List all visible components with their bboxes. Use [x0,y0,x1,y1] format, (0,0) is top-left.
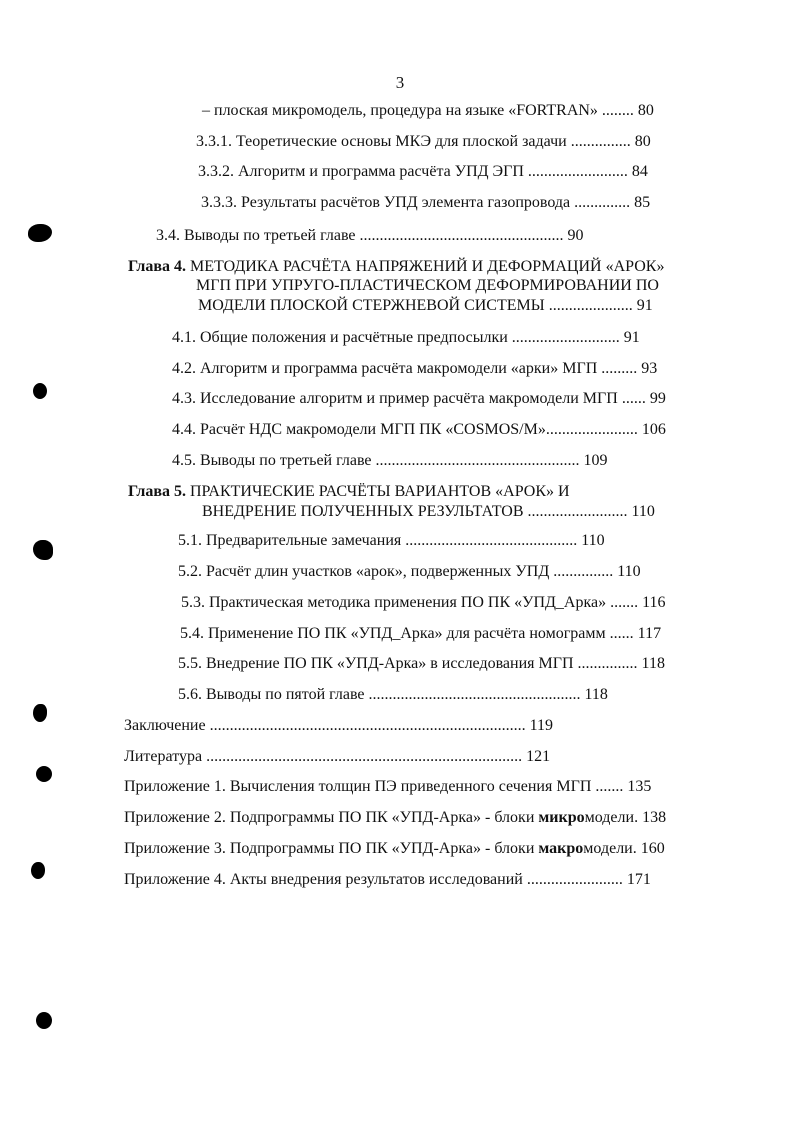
toc-entry: Приложение 1. Вычисления толщин ПЭ приведенного сечения МГП ....... 135 [124,778,652,795]
toc-entry: 3.3.2. Алгоритм и программа расчёта УПД ЭГП ......................... 84 [198,163,648,180]
chapter-heading [128,257,664,277]
toc-entry: 3.3.3. Результаты расчётов УПД элемента газопровода .............. 85 [201,194,651,211]
chapter-heading [128,482,570,502]
toc-entry: 3.3.1. Теоретические основы МКЭ для плоской задачи ............... 80 [196,133,651,150]
toc-entry [124,839,665,859]
entry-text: Приложение 3. Подпрограммы ПО ПК «УПД-Арка» - блоки [124,840,539,857]
toc-entry: Литература ............................................................................... 121 [124,748,551,765]
chapter-heading-cont: ВНЕДРЕНИЕ ПОЛУЧЕННЫХ РЕЗУЛЬТАТОВ ......................... 110 [202,503,655,520]
binder-hole-mark [33,540,53,560]
binder-hole-mark [36,1012,52,1029]
entry-bold: микро [538,809,585,826]
chapter-title: МЕТОДИКА РАСЧЁТА НАПРЯЖЕНИЙ И ДЕФОРМАЦИЙ «АРОК» [186,258,665,275]
toc-entry: Приложение 4. Акты внедрения результатов исследований ........................ 171 [124,871,651,888]
toc-entry: Заключение ............................................................................... 119 [124,717,553,734]
toc-entry: 5.3. Практическая методика применения ПО ПК «УПД_Арка» ....... 116 [181,594,666,611]
binder-hole-mark [33,704,47,722]
chapter-heading-cont: МОДЕЛИ ПЛОСКОЙ СТЕРЖНЕВОЙ СИСТЕМЫ ..................... 91 [198,297,653,314]
toc-entry: – плоская микромодель, процедура на языке «FORTRAN» ........ 80 [202,102,654,119]
entry-bold: макро [538,840,584,857]
entry-text: Приложение 2. Подпрограммы ПО ПК «УПД-Арка» - блоки [124,809,539,826]
chapter-title: ПРАКТИЧЕСКИЕ РАСЧЁТЫ ВАРИАНТОВ «АРОК» И [186,483,570,500]
toc-entry: 4.2. Алгоритм и программа расчёта макромодели «арки» МГП ......... 93 [172,360,658,377]
chapter-label: Глава 4. [128,258,186,275]
chapter-label: Глава 5. [128,483,186,500]
page-number: 3 [395,73,405,92]
toc-entry: 5.2. Расчёт длин участков «арок», подверженных УПД ............... 110 [178,563,641,580]
binder-hole-mark [36,766,52,782]
binder-hole-mark [33,383,47,399]
binder-hole-mark [31,862,45,879]
toc-entry: 3.4. Выводы по третьей главе ................................................... 90 [156,227,584,244]
toc-entry: 5.1. Предварительные замечания ........................................... 110 [178,532,605,549]
toc-entry: 4.4. Расчёт НДС макромодели МГП ПК «COSMOS/M»....................... 106 [172,421,666,438]
toc-entry [124,808,666,828]
chapter-heading-cont: МГП ПРИ УПРУГО-ПЛАСТИЧЕСКОМ ДЕФОРМИРОВАНИИ ПО [196,277,659,294]
toc-entry: 4.1. Общие положения и расчётные предпосылки ........................... 91 [172,329,640,346]
binder-hole-mark [28,224,52,242]
toc-entry: 5.5. Внедрение ПО ПК «УПД-Арка» в исследования МГП ............... 118 [178,655,665,672]
entry-text: модели. 138 [584,809,667,826]
toc-entry: 4.5. Выводы по третьей главе ................................................... 109 [172,452,608,469]
toc-entry: 5.6. Выводы по пятой главе ..................................................... 118 [178,686,608,703]
entry-text: модели. 160 [583,840,665,857]
toc-entry: 5.4. Применение ПО ПК «УПД_Арка» для расчёта номограмм ...... 117 [180,625,662,642]
toc-entry: 4.3. Исследование алгоритм и пример расчёта макромодели МГП ...... 99 [172,390,666,407]
